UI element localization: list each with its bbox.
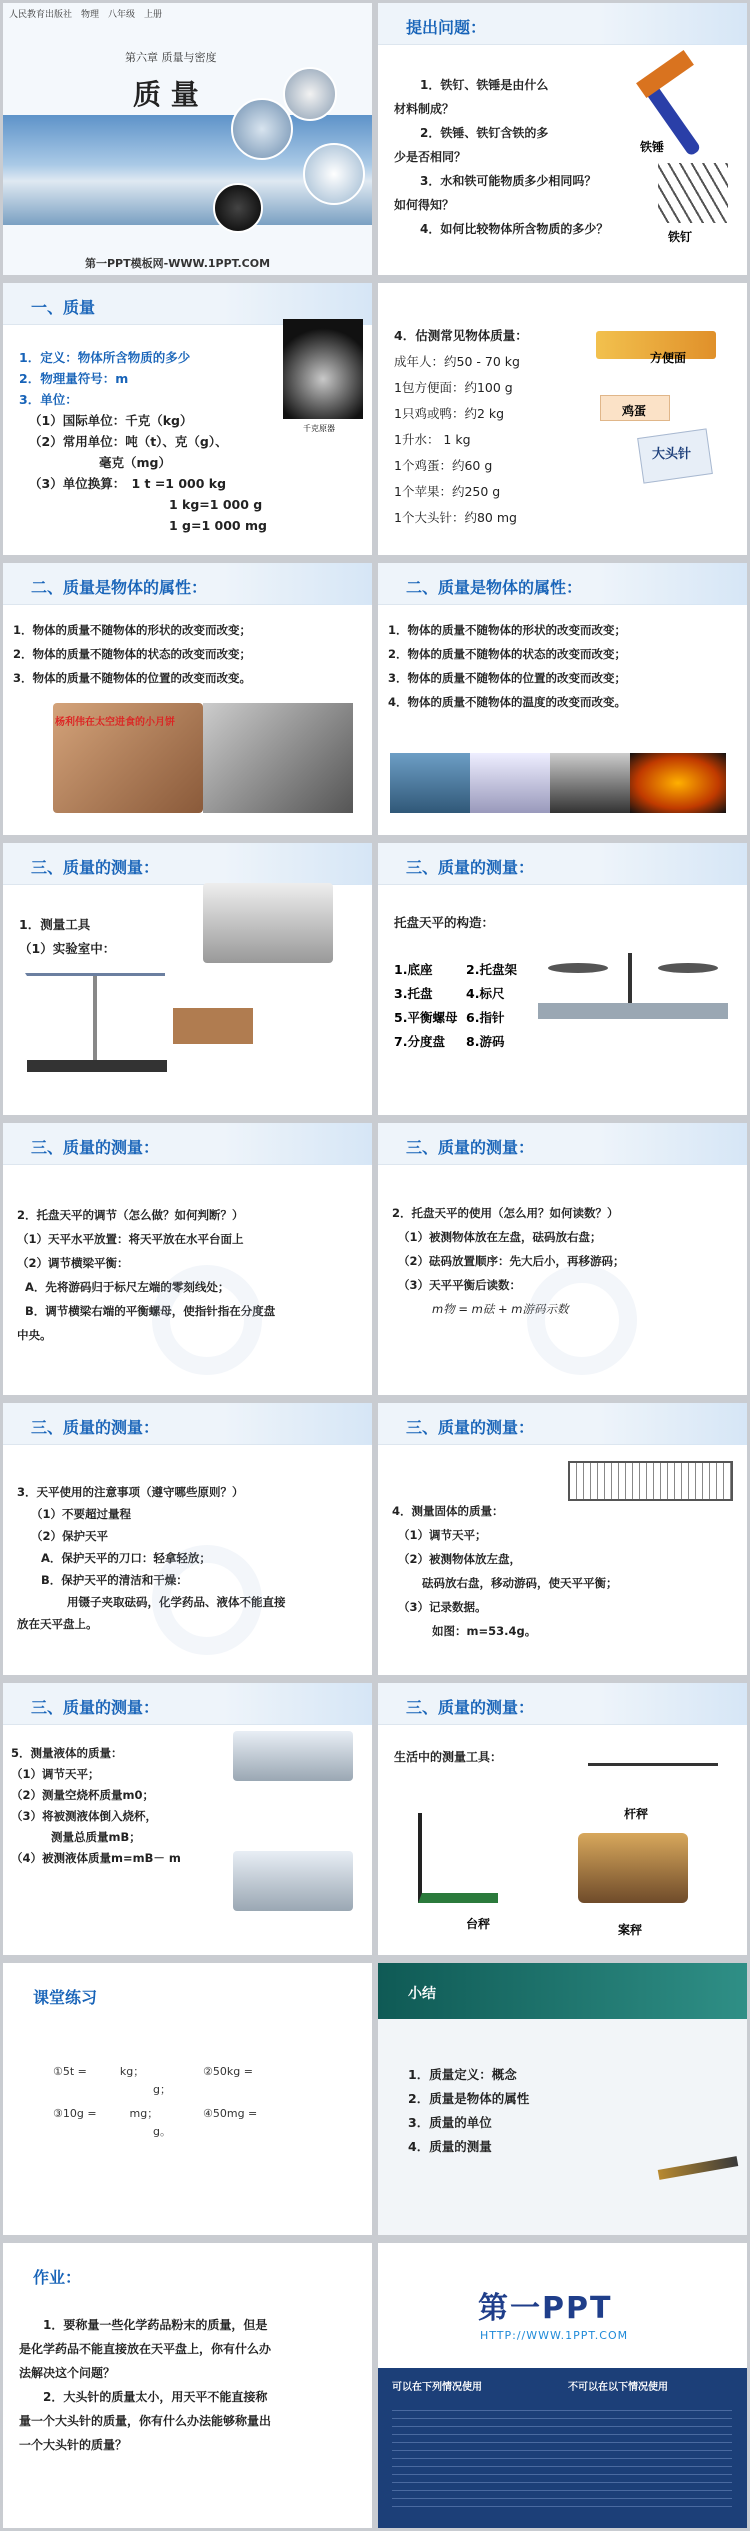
- exercise-heading: 课堂练习: [33, 1988, 98, 2007]
- usage-forbidden-title: 不可以在以下情况使用: [568, 2382, 668, 2393]
- text-line: 4．测量固体的质量：: [392, 1504, 504, 1518]
- homework-heading: 作业：: [33, 2268, 82, 2287]
- text-line: （2）砝码放置顺序：先大后小，再移游码；: [398, 1254, 625, 1268]
- text-line: 1．物体的质量不随物体的形状的改变而改变；: [388, 623, 626, 637]
- text-line: 2．托盘天平的调节（怎么做？如何判断？）: [17, 1208, 244, 1222]
- slide-heading: 一、质量: [31, 298, 96, 317]
- slide-heading: 三、质量的测量：: [406, 1418, 535, 1437]
- snow-circle-image: [303, 143, 365, 205]
- slide-daily-tools: [378, 1683, 747, 1955]
- slide-header: [378, 843, 747, 885]
- slide-body: [394, 911, 737, 935]
- text-line: （2）测量空烧杯质量m0；: [11, 1788, 154, 1802]
- part-label: 6.指针: [466, 1010, 505, 1025]
- text-line: 砝码放右盘，移动游码，使天平平衡；: [422, 1576, 618, 1590]
- text-line: 4．质量的测量: [408, 2139, 492, 2154]
- part-label: 8.游码: [466, 1034, 505, 1049]
- astronaut-image: [550, 753, 630, 813]
- text-line: 2．物体的质量不随物体的状态的改变而改变；: [388, 647, 626, 661]
- text-line: 1．物体的质量不随物体的形状的改变而改变；: [13, 623, 251, 637]
- text-line: 成年人：约50 - 70 kg: [394, 354, 520, 369]
- pen-image: [658, 2156, 739, 2180]
- text-line: 材料制成？: [394, 102, 455, 116]
- slide-heading: 三、质量的测量：: [31, 1698, 160, 1717]
- exercise-item: g。: [153, 2125, 171, 2138]
- slide-body: [388, 618, 737, 714]
- text-line: （1）国际单位：千克（kg）: [29, 413, 193, 428]
- slide-liquid-mass: [3, 1683, 372, 1955]
- slide-header: [378, 3, 747, 45]
- text-line: 2．物体的质量不随物体的状态的改变而改变；: [13, 647, 251, 661]
- text-line: 用镊子夹取砝码，化学药品、液体不能直接: [67, 1595, 286, 1609]
- text-line: （2）常用单位：吨（t）、克（g）、: [29, 434, 228, 449]
- text-line: （1）天平水平放置：将天平放在水平台面上: [17, 1232, 244, 1246]
- slide-property-2: [378, 563, 747, 835]
- text-line: 1个大头针：约80 mg: [394, 510, 517, 525]
- slide-header: [378, 1123, 747, 1165]
- part-label: 7.分度盘: [394, 1034, 445, 1049]
- slide-heading: 二、质量是物体的属性：: [406, 578, 583, 597]
- text-line: A．先将游码归于标尺左端的零刻线处；: [25, 1280, 230, 1294]
- text-line: 少是否相同？: [394, 150, 467, 164]
- balance-beaker-image-1: [233, 1731, 353, 1781]
- text-line: 4．估测常见物体质量：: [394, 328, 528, 343]
- slide-balance-structure: [378, 843, 747, 1115]
- astronaut-image: [203, 703, 353, 813]
- summary-heading: 小结: [408, 1986, 436, 2002]
- slide-heading: 三、质量的测量：: [31, 858, 160, 877]
- exercise-items: [53, 2063, 286, 2141]
- slide-balance-notes: [3, 1403, 372, 1675]
- slide-header: [3, 563, 372, 605]
- slide-heading: 三、质量的测量：: [406, 1698, 535, 1717]
- text-line: 量一个大头针的质量，你有什么办法能够称量出: [19, 2414, 272, 2428]
- text-line: 1个苹果：约250 g: [394, 484, 501, 499]
- slide-heading: 三、质量的测量：: [31, 1418, 160, 1437]
- link-list: [392, 2403, 732, 2513]
- slide-body: [19, 2313, 362, 2457]
- nails-image: [658, 163, 728, 223]
- slide-title-text: 质 量: [133, 78, 199, 111]
- text-line: （2）被测物体放左盘，: [398, 1552, 522, 1566]
- slide-brand: [378, 2243, 747, 2528]
- part-label: 4.标尺: [466, 986, 505, 1001]
- text-line: 1 g=1 000 mg: [169, 518, 267, 533]
- publisher-label: 人民教育出版社 物理 八年级 上册: [9, 10, 163, 20]
- fire-image: [630, 753, 726, 813]
- text-line: （1）调节天平；: [398, 1528, 487, 1542]
- satellite-circle-image: [231, 98, 293, 160]
- slide-body: [408, 2063, 737, 2159]
- text-line: （3）记录数据。: [398, 1600, 487, 1614]
- text-line: 法解决这个问题？: [19, 2366, 116, 2380]
- text-line: （3）单位换算： 1 t =1 000 kg: [29, 476, 227, 491]
- text-line: 2．铁锤、铁钉含铁的多: [420, 126, 549, 140]
- text-line: B．调节横梁右端的平衡螺母，使指针指在分度盘: [25, 1304, 276, 1318]
- slide-header: [3, 1123, 372, 1165]
- text-line: 4．物体的质量不随物体的温度的改变而改变。: [388, 695, 626, 709]
- slide-mass-definition: [3, 283, 372, 555]
- text-line: （1）不要超过量程: [31, 1507, 132, 1521]
- text-line: 2．质量是物体的属性: [408, 2091, 530, 2106]
- footer-text: 第一PPT模板网-WWW.1PPT.COM: [85, 257, 271, 270]
- watermark: [527, 1265, 637, 1375]
- slide-heading: 三、质量的测量：: [406, 858, 535, 877]
- parts-list: [394, 958, 517, 1054]
- text-line: （2）调节横梁平衡：: [17, 1256, 129, 1270]
- text-line: 3．质量的单位: [408, 2115, 492, 2130]
- text-line: 生活中的测量工具：: [394, 1750, 503, 1764]
- slide-header: [378, 1403, 747, 1445]
- slide-header: [3, 843, 372, 885]
- text-line: 1个鸡蛋：约60 g: [394, 458, 493, 473]
- landscape-image: [390, 753, 470, 813]
- steelyard-label: 杆秤: [624, 1807, 649, 1821]
- text-line: 1包方便面：约100 g: [394, 380, 513, 395]
- text-line: 中央。: [17, 1328, 52, 1342]
- text-line: （3）天平平衡后读数：: [398, 1278, 522, 1292]
- hammer-label: 铁锤: [640, 140, 665, 154]
- nail-label: 铁钉: [668, 230, 693, 244]
- text-line: 3．单位：: [19, 392, 78, 407]
- usage-allowed-title: 可以在下列情况使用: [392, 2382, 482, 2393]
- text-line: 3．物体的质量不随物体的位置的改变而改变；: [388, 671, 626, 685]
- pins-tag: 大头针: [652, 447, 692, 462]
- text-line: 毫克（mg）: [99, 455, 171, 470]
- platform-scale-label: 台秤: [466, 1917, 491, 1931]
- exercise-item: g；: [153, 2083, 171, 2096]
- exercise-item: ①5t = kg；: [53, 2065, 145, 2078]
- text-line: 2．托盘天平的使用（怎么用？如何读数？）: [392, 1206, 619, 1220]
- slide-title: [3, 3, 372, 275]
- slide-exercise: [3, 1963, 372, 2235]
- part-label: 5.平衡螺母: [394, 1010, 458, 1025]
- watermark: [152, 1265, 262, 1375]
- mooncake-caption: 杨利伟在太空进食的小月饼: [55, 717, 175, 728]
- text-line: 2．物理量符号：m: [19, 371, 129, 386]
- text-line: 3．天平使用的注意事项（遵守哪些原则？）: [17, 1485, 244, 1499]
- exercise-item: ②50kg =: [203, 2065, 286, 2078]
- slide-homework: [3, 2243, 372, 2528]
- text-line: 2．大头针的质量太小，用天平不能直接称: [43, 2390, 268, 2404]
- slide-heading: 三、质量的测量：: [406, 1138, 535, 1157]
- kilogram-prototype-caption: 千克原器: [303, 424, 335, 433]
- weights-box-image: [173, 1008, 253, 1044]
- slide-heading: 三、质量的测量：: [31, 1138, 160, 1157]
- slide-balance-adjust: [3, 1123, 372, 1395]
- slide-measurement-tools: [3, 843, 372, 1115]
- slide-header: [3, 1403, 372, 1445]
- slide-heading: 提出问题：: [406, 18, 487, 37]
- tray-balance-image: [203, 883, 333, 963]
- text-line: 如何得知？: [394, 198, 455, 212]
- counter-scale-image: [578, 1833, 688, 1903]
- exercise-item: ③10g = mg；: [53, 2107, 159, 2120]
- slide-header: [378, 1683, 747, 1725]
- slide-body: [392, 1499, 737, 1643]
- slide-header: [3, 1683, 372, 1725]
- text-line: 1．定义：物体所含物质的多少: [19, 350, 191, 365]
- part-label: 2.托盘架: [466, 962, 517, 977]
- text-line: 1升水： 1 kg: [394, 432, 471, 447]
- text-line: （2）保护天平: [31, 1529, 109, 1543]
- text-line: 1．要称量一些化学药品粉末的质量，但是: [43, 2318, 268, 2332]
- text-line: 测量总质量mB；: [51, 1830, 141, 1844]
- text-line: （3）将被测液体倒入烧杯，: [11, 1809, 158, 1823]
- noodles-tag: 方便面: [650, 351, 687, 365]
- text-line: （1）实验室中：: [19, 941, 116, 956]
- text-line: （1）被测物体放在左盘，砝码放右盘；: [398, 1230, 602, 1244]
- text-line: 1 kg=1 000 g: [169, 497, 263, 512]
- astronaut-circle-image: [283, 67, 337, 121]
- slide-balance-use: [378, 1123, 747, 1395]
- text-line: 是化学药品不能直接放在天平盘上，你有什么办: [19, 2342, 272, 2356]
- slide-header: [378, 563, 747, 605]
- text-line: 4．如何比较物体所含物质的多少？: [420, 222, 609, 236]
- slide-solid-mass: [378, 1403, 747, 1675]
- slide-heading: 二、质量是物体的属性：: [31, 578, 208, 597]
- part-label: 1.底座: [394, 962, 433, 977]
- exercise-item: ④50mg =: [203, 2107, 280, 2120]
- part-label: 3.托盘: [394, 986, 433, 1001]
- slide-estimates: [378, 283, 747, 555]
- text-line: B．保护天平的清洁和干燥：: [41, 1573, 188, 1587]
- brand-logo: 第一PPT: [478, 2291, 613, 2326]
- platform-scale-image: [418, 1813, 498, 1903]
- text-line: 放在天平盘上。: [17, 1617, 98, 1631]
- text-line: 1只鸡或鸭：约2 kg: [394, 406, 505, 421]
- glass-image: [470, 753, 550, 813]
- text-line: （1）调节天平；: [11, 1767, 100, 1781]
- slide-property-1: [3, 563, 372, 835]
- text-line: 5．测量液体的质量：: [11, 1746, 123, 1760]
- balance-beaker-image-2: [233, 1851, 353, 1911]
- slide-summary: [378, 1963, 747, 2235]
- formula: m物 = m砝 + m游码示数: [432, 1302, 569, 1316]
- text-line: 一个大头针的质量？: [19, 2438, 128, 2452]
- slide-questions: [378, 3, 747, 275]
- text-line: 1．测量工具: [19, 917, 91, 932]
- chapter-label: 第六章 质量与密度: [125, 51, 217, 64]
- kilogram-prototype-image: [283, 319, 363, 419]
- watermark: [152, 1545, 262, 1655]
- text-line: 如图：m=53.4g。: [432, 1624, 537, 1638]
- text-line: （4）被测液体质量m=mB－ m: [11, 1851, 181, 1865]
- chicken-tag: 鸡蛋: [622, 404, 647, 418]
- steelyard-image: [588, 1763, 718, 1803]
- text-line: 3．水和铁可能物质多少相同吗？: [420, 174, 597, 188]
- balance-ruler-image: [568, 1461, 733, 1501]
- text-line: 3．物体的质量不随物体的位置的改变而改变。: [13, 671, 251, 685]
- beam-balance-image: [25, 973, 165, 1073]
- text-line: 1．质量定义：概念: [408, 2067, 517, 2082]
- planet-circle-image: [213, 183, 263, 233]
- counter-scale-label: 案秤: [618, 1923, 643, 1937]
- brand-url: HTTP://WWW.1PPT.COM: [480, 2329, 629, 2342]
- text-line: 1．铁钉、铁锤是由什么: [420, 78, 549, 92]
- text-line: 托盘天平的构造：: [394, 915, 495, 930]
- text-line: A．保护天平的刀口：轻拿轻放；: [41, 1551, 211, 1565]
- slide-body: [13, 618, 362, 690]
- tray-balance-diagram: [538, 953, 728, 1043]
